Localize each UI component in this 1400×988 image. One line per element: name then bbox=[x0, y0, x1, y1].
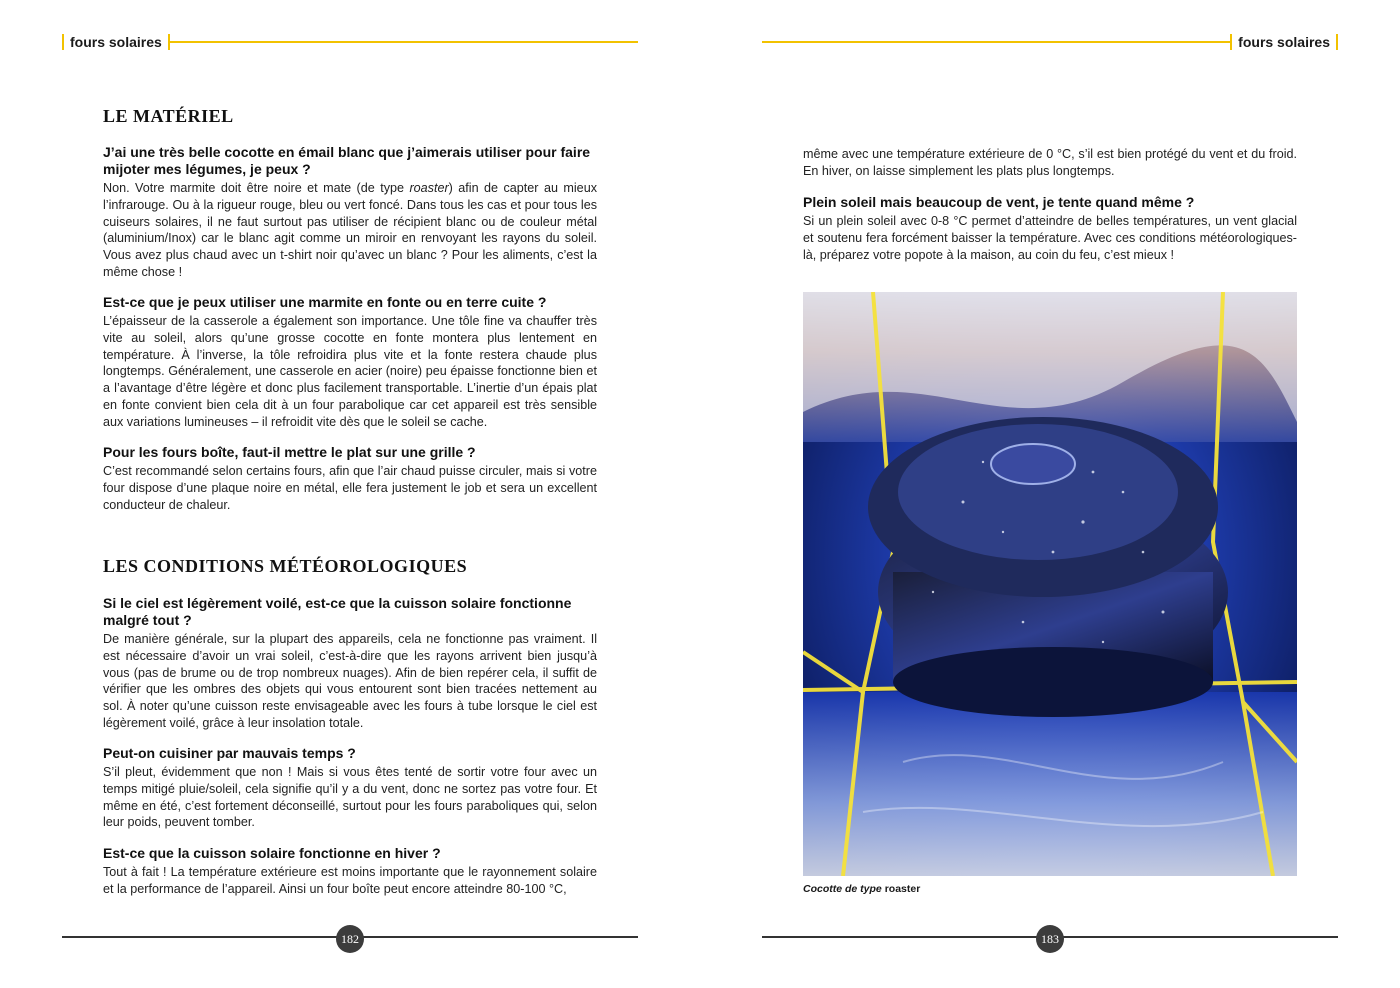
question: Peut-on cuisiner par mauvais temps ? bbox=[103, 745, 356, 761]
qa-block-6 bbox=[103, 845, 597, 898]
right-page bbox=[700, 0, 1400, 988]
section-title: LES CONDITIONS MÉTÉOROLOGIQUES bbox=[103, 556, 468, 576]
question: J’ai une très belle cocotte en émail blanc que j’aimerais utiliser pour faire mijoter mes légumes, je peux ? bbox=[103, 144, 591, 177]
qa-block-7 bbox=[803, 194, 1297, 263]
qa-block-4 bbox=[103, 595, 597, 732]
caption-term: roaster bbox=[884, 883, 921, 895]
answer: C’est recommandé selon certains fours, afin que l’air chaud puisse circuler, mais si votre four dispose d’une plaque noire en métal, elle fera justement le job et sera un excellent conducteur de chaleur. bbox=[103, 464, 597, 512]
question: Est-ce que la cuisson solaire fonctionne en hiver ? bbox=[103, 845, 441, 861]
page-footer bbox=[62, 925, 638, 949]
running-header bbox=[62, 33, 638, 51]
roaster-photo-illustration bbox=[803, 292, 1297, 876]
answer-text: Non. Votre marmite doit être noire et mate (de type bbox=[103, 181, 410, 195]
section-meteo bbox=[103, 558, 597, 575]
page-footer bbox=[762, 925, 1338, 949]
running-header bbox=[762, 33, 1338, 51]
answer-text: ) afin de capter au mieux l’infrarouge. Ou à la rigueur rouge, bleu ou vert foncé. Dans tous les cas et pour tous les cuiseurs solaires, il ne faut surtout pas utiliser de récipient blanc ou de couleur métal (aluminium/Inox) car le blanc agit comme un miroir en renvoyant les rayons du soleil. Vous avez plus chaud avec un t-shirt noir qu’avec un blanc ? Pour les aliments, c’est la même chose ! bbox=[103, 181, 597, 279]
running-header-label: fours solaires bbox=[1238, 34, 1330, 50]
header-tick bbox=[1336, 34, 1338, 50]
section-materiel bbox=[103, 108, 597, 125]
question: Pour les fours boîte, faut-il mettre le plat sur une grille ? bbox=[103, 444, 476, 460]
qa-block-2 bbox=[103, 294, 597, 431]
answer: Si un plein soleil avec 0-8 °C permet d’atteindre de belles températures, un vent glacial et soutenu fera forcément baisser la température. Avec ces conditions météorologiques-là, préparez votre popote à la maison, au coin du feu, c’est mieux ! bbox=[803, 214, 1297, 262]
section-title: LE MATÉRIEL bbox=[103, 106, 234, 126]
header-rule bbox=[170, 41, 638, 43]
answer-italic: roaster bbox=[409, 181, 449, 195]
qa-block-3 bbox=[103, 444, 597, 513]
question: Plein soleil mais beaucoup de vent, je tente quand même ? bbox=[803, 194, 1195, 210]
question: Si le ciel est légèrement voilé, est-ce que la cuisson solaire fonctionne malgré tout ? bbox=[103, 595, 572, 628]
caption-text: Cocotte de type bbox=[803, 883, 885, 895]
qa-block-1 bbox=[103, 144, 597, 281]
roaster-photo bbox=[803, 292, 1297, 876]
header-rule bbox=[762, 41, 1230, 43]
answer bbox=[103, 180, 597, 281]
answer: L’épaisseur de la casserole a également son importance. Une tôle fine va chauffer très vite au soleil, alors qu’une grosse cocotte en fonte montera plus lentement en température. À l’inverse, la tôle refroidira plus vite et la fonte restera chaude plus longtemps. Généralement, une casserole en acier (noire) peu épaisse fonctionne bien et a l’avantage d’être légère et donc plus facilement transportable. L’inertie d’un épais plat en fonte convient bien cela dit à un four parabolique car cet appareil est très sensible aux variations lumineuses – il refroidit vite dès que le soleil se cache. bbox=[103, 314, 597, 429]
page-number: 182 bbox=[336, 925, 364, 953]
qa-block-5 bbox=[103, 745, 597, 831]
photo-caption bbox=[803, 883, 920, 895]
page-number: 183 bbox=[1036, 925, 1064, 953]
answer: De manière générale, sur la plupart des appareils, cela ne fonctionne pas vraiment. Il est nécessaire d’avoir un vrai soleil, c’est-à-dire que les rayons arrivent bien jusqu’à vous (pas de brume ou de trop nombreux nuages). Afin de bien repérer cela, il suffit de vérifier que les ombres des objets qui vous entourent sont bien tracées nettement au sol. À noter qu’une cuisson reste envisageable avec les fours à tube lorsque le ciel est légèrement voilé, grâce à leur insolation totale. bbox=[103, 632, 597, 730]
answer: Tout à fait ! La température extérieure est moins importante que le rayonnement solaire et la performance de l’appareil. Ainsi un four boîte peut encore atteindre 80-100 °C, bbox=[103, 865, 597, 896]
answer: S’il pleut, évidemment que non ! Mais si vous êtes tenté de sortir votre four avec un temps mitigé pluie/soleil, cela signifie qu’il y a du vent, donc ne sortez pas votre four. Et même en été, c’est fortement déconseillé, surtout pour les fours paraboliques qui, selon leur poids, peuvent tomber. bbox=[103, 765, 597, 830]
running-header-label: fours solaires bbox=[70, 34, 162, 50]
answer: même avec une température extérieure de 0 °C, s’il est bien protégé du vent et du froid. En hiver, on laisse simplement les plats plus longtemps. bbox=[803, 147, 1297, 178]
answer-continuation bbox=[803, 146, 1297, 180]
question: Est-ce que je peux utiliser une marmite en fonte ou en terre cuite ? bbox=[103, 294, 547, 310]
